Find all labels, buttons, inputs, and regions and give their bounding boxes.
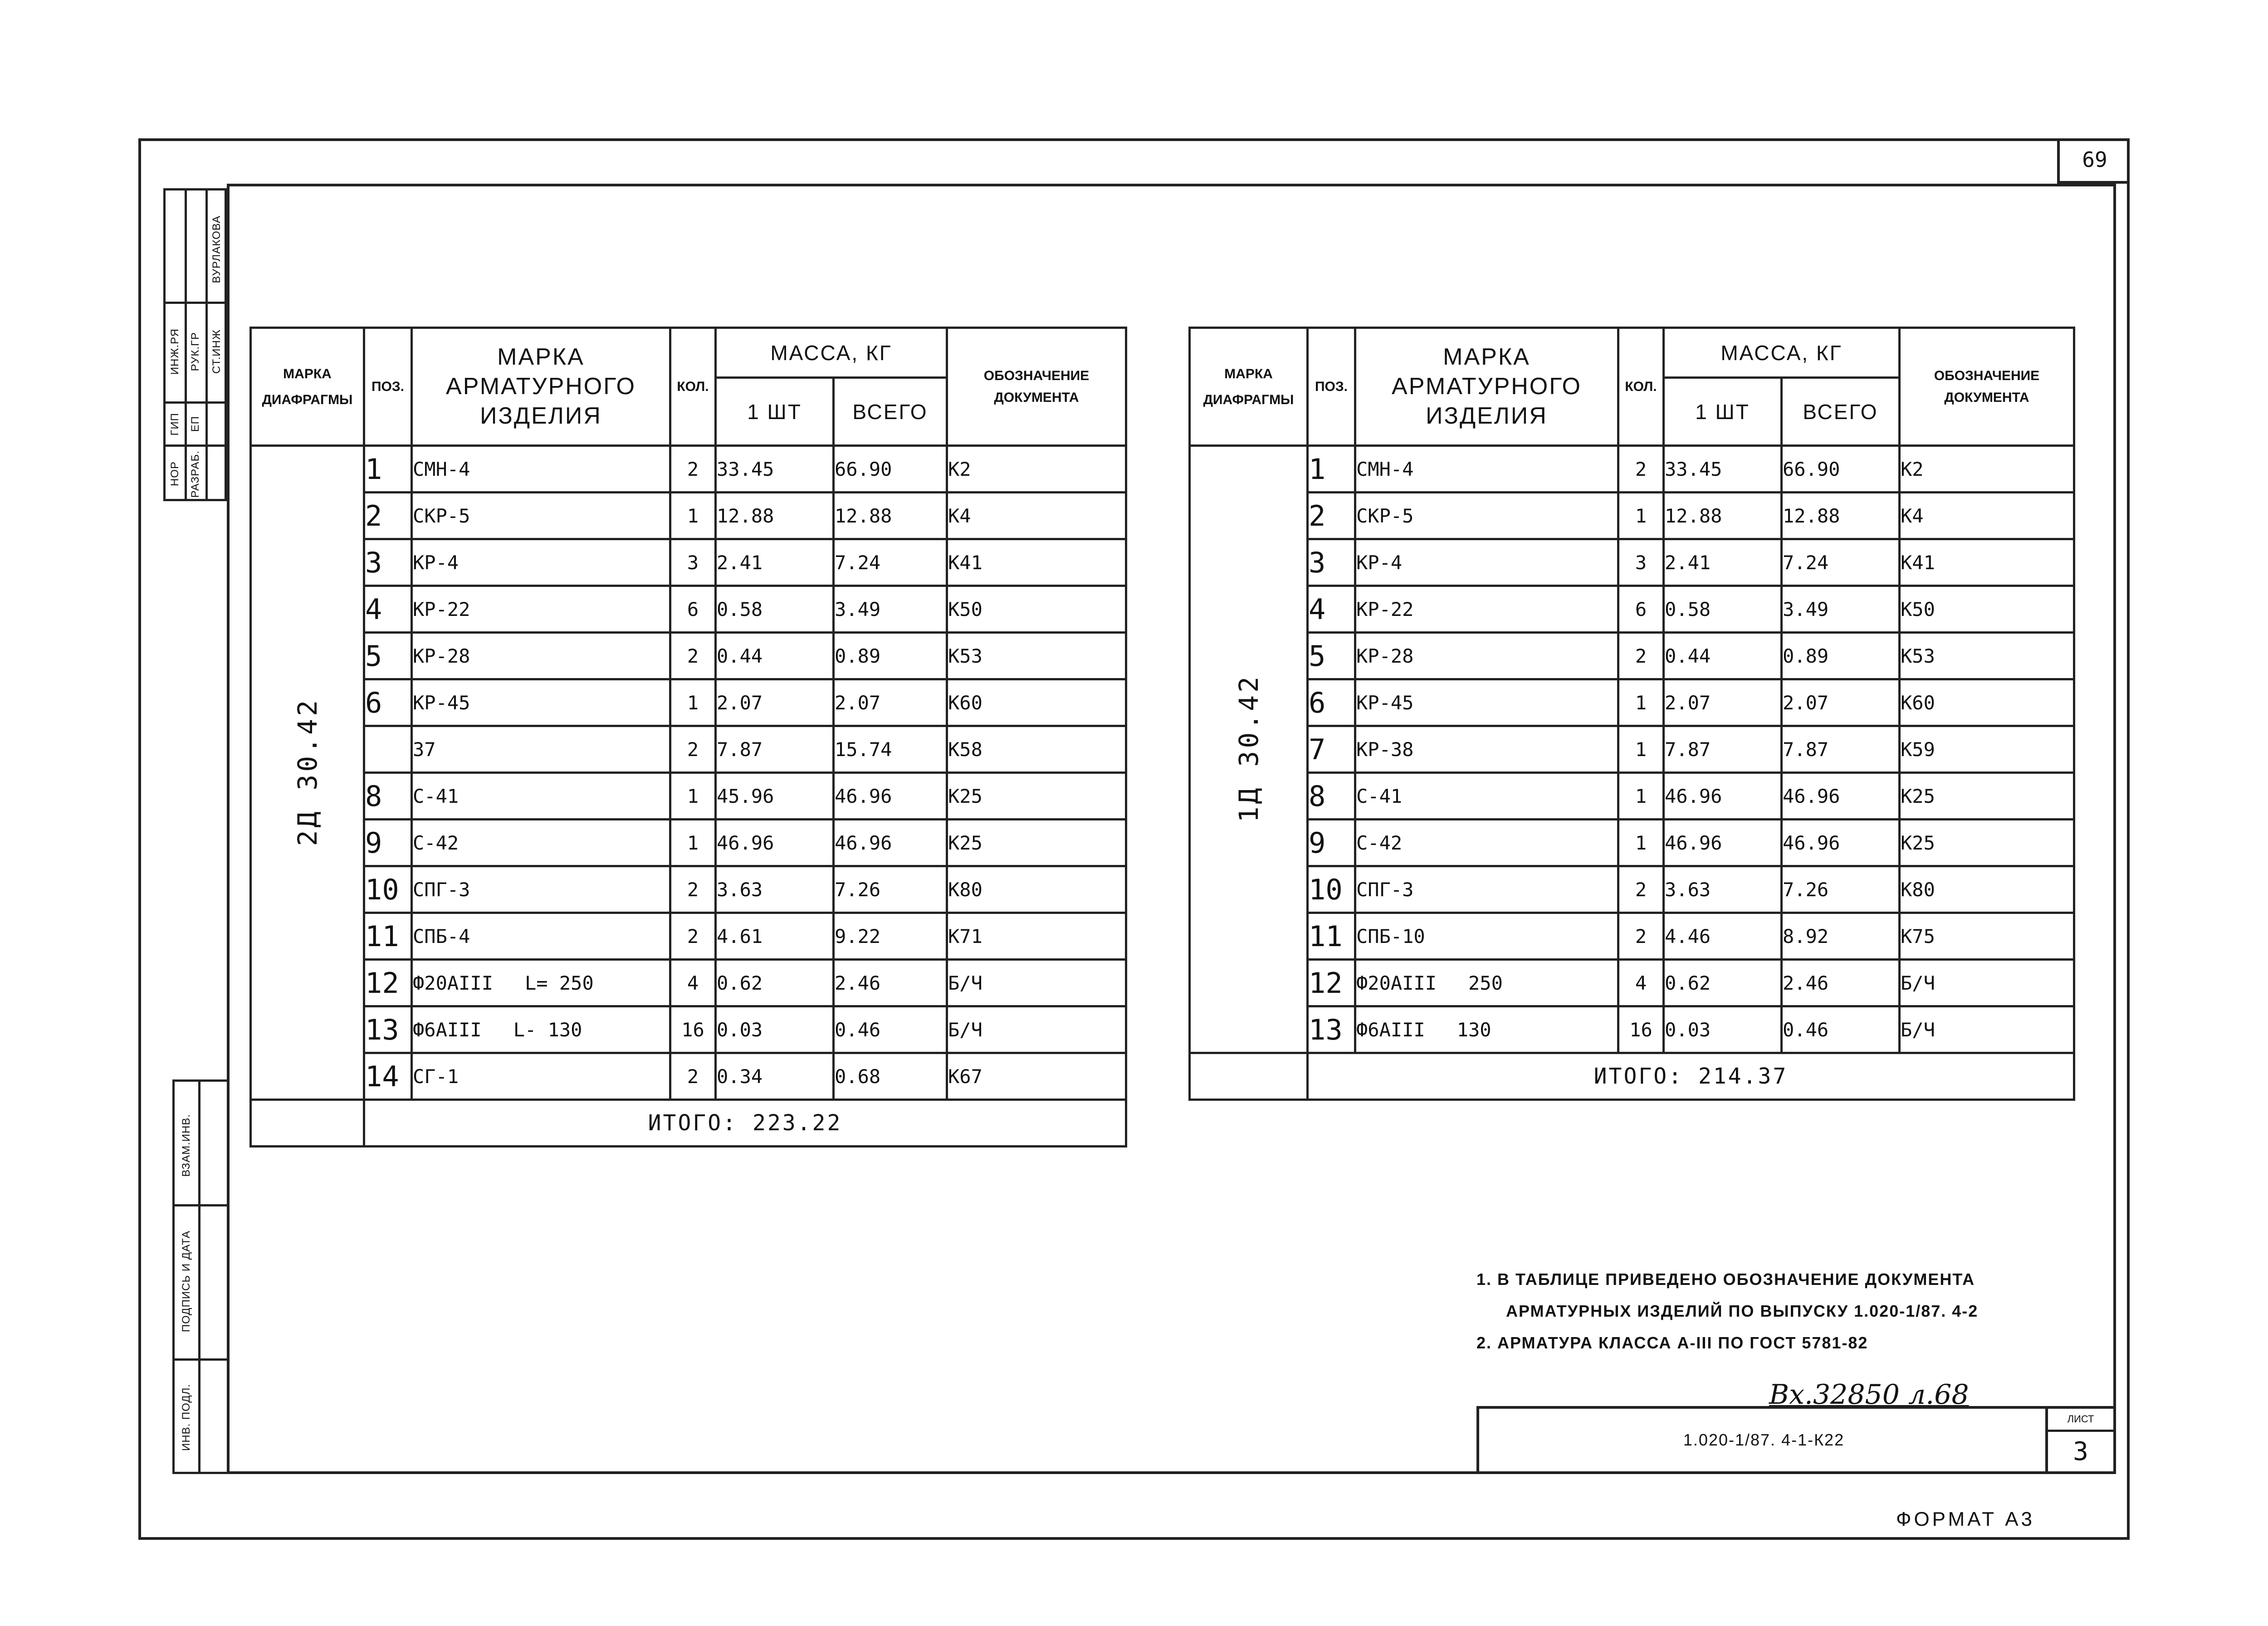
item-mark: Ф6АIII [1356,1018,1425,1041]
cell-doc: К25 [1900,820,2074,866]
table-row [251,1053,1126,1100]
cell-item [412,726,670,773]
cell-mass-one: 2.07 [1664,679,1782,726]
table-row [1190,539,2074,586]
item-mark: КР-28 [413,645,470,667]
stamp-label: ИНВ. ПОДЛ. [180,1384,192,1451]
handwritten-inventory-mark: Вх.32850 л.68 [1769,1379,1969,1411]
cell-qty: 6 [1618,586,1664,633]
table-row [251,679,1126,726]
table-row [1190,726,2074,773]
cell-qty: 3 [1618,539,1664,586]
cell-qty: 1 [1618,493,1664,539]
item-mark: КР-45 [1356,691,1414,714]
cell-qty: 2 [670,446,716,493]
cell-mass-total: 12.88 [834,493,947,539]
table-row [1190,679,2074,726]
stamp-label: РУК.ГР [189,332,201,371]
stamp-label: ПОДПИСЬ И ДАТА [180,1230,192,1333]
cell-pos: 8 [364,773,412,820]
item-mark: СКР-5 [1356,504,1414,527]
cell-qty: 16 [670,1006,716,1053]
cell-qty: 4 [670,960,716,1006]
cell-pos: 4 [364,586,412,633]
cell-pos: 3 [1308,539,1355,586]
cell-mass-total: 7.24 [834,539,947,586]
cell-qty: 2 [670,913,716,960]
cell-mass-one: 7.87 [1664,726,1782,773]
cell-qty: 1 [1618,773,1664,820]
cell-doc: К4 [947,493,1126,539]
cell-item [412,679,670,726]
cell-mass-one: 7.87 [716,726,834,773]
cell-mass-one: 2.41 [716,539,834,586]
cell-mass-total: 46.96 [1782,773,1900,820]
item-mark: СГ-1 [413,1065,459,1088]
cell-mass-total: 7.87 [1782,726,1900,773]
cell-qty: 1 [1618,726,1664,773]
item-length: 130 [1457,1018,1491,1041]
table-row [251,1006,1126,1053]
cell-item [412,1006,670,1053]
cell-doc: К25 [947,773,1126,820]
cell-item [412,773,670,820]
stamp-label: ВУРЛАКОВА [210,215,223,283]
cell-mass-one: 46.96 [716,820,834,866]
item-mark: С-41 [413,785,459,807]
cell-mass-one: 33.45 [716,446,834,493]
blank-cell [1190,1053,1308,1100]
item-mark: СМН-4 [413,458,470,480]
cell-item [1355,493,1618,539]
stamp-label: РАЗРАБ. [189,450,201,498]
header-kol: КОЛ. [670,328,716,446]
table-row [1190,586,2074,633]
item-length: 250 [1468,972,1503,994]
title-block [1476,1406,2116,1474]
cell-pos: 12 [364,960,412,1006]
cell-doc: Б/Ч [947,960,1126,1006]
item-mark: СПГ-3 [1356,878,1414,901]
cell-mass-total: 0.89 [1782,633,1900,679]
sheet-box [2045,1409,2113,1471]
item-mark: КР-4 [413,551,459,574]
cell-doc: К80 [1900,866,2074,913]
header-marka-diafragmy: МАРКА ДИАФРАГМЫ [1190,328,1308,446]
table-row [1190,913,2074,960]
cell-mass-one: 0.44 [716,633,834,679]
cell-mass-one: 0.34 [716,1053,834,1100]
table-row [251,633,1126,679]
table-row [1190,866,2074,913]
table-row [251,539,1126,586]
cell-mass-one: 3.63 [1664,866,1782,913]
diaphragm-mark: 1Д 30.42 [1190,446,1308,1053]
table-row [251,866,1126,913]
page-number: 69 [2057,138,2130,184]
cell-mass-total: 2.46 [834,960,947,1006]
item-length: L- 130 [513,1018,582,1041]
grand-total: ИТОГО: 223.22 [364,1100,1126,1147]
cell-mass-total: 66.90 [834,446,947,493]
cell-pos: 11 [364,913,412,960]
cell-mass-total: 9.22 [834,913,947,960]
cell-qty: 16 [1618,1006,1664,1053]
stamp-label: НОР [169,461,181,487]
table-row [251,820,1126,866]
format-label: ФОРМАТ А3 [1896,1508,2035,1530]
item-mark: СПГ-3 [413,878,470,901]
cell-item [1355,960,1618,1006]
cell-qty: 1 [670,493,716,539]
cell-mass-total: 7.24 [1782,539,1900,586]
cell-mass-total: 0.46 [1782,1006,1900,1053]
table-row [1190,493,2074,539]
cell-mass-one: 12.88 [716,493,834,539]
cell-pos: 6 [1308,679,1355,726]
cell-item [412,539,670,586]
cell-mass-total: 7.26 [1782,866,1900,913]
cell-mass-total: 2.07 [1782,679,1900,726]
cell-mass-total: 7.26 [834,866,947,913]
cell-qty: 3 [670,539,716,586]
cell-item [1355,726,1618,773]
cell-mass-one: 0.58 [716,586,834,633]
header-massa: МАССА, КГ [1664,328,1900,378]
item-mark: Ф6АIII [413,1018,482,1041]
cell-doc: К60 [1900,679,2074,726]
cell-item [412,913,670,960]
header-total: ВСЕГО [1782,378,1900,446]
cell-qty: 2 [1618,446,1664,493]
item-mark: КР-22 [1356,598,1414,620]
cell-doc: Б/Ч [1900,1006,2074,1053]
cell-doc: К50 [947,586,1126,633]
cell-doc: К53 [1900,633,2074,679]
cell-mass-one: 4.61 [716,913,834,960]
cell-item [1355,773,1618,820]
cell-mass-one: 45.96 [716,773,834,820]
cell-item [1355,446,1618,493]
header-oboznachenie: ОБОЗНАЧЕНИЕ ДОКУМЕНТА [1900,328,2074,446]
table-row [251,446,1126,493]
item-length: L= 250 [525,972,594,994]
cell-doc: К2 [1900,446,2074,493]
item-mark: КР-4 [1356,551,1403,574]
cell-pos: 11 [1308,913,1355,960]
cell-item [412,633,670,679]
cell-pos: 10 [1308,866,1355,913]
cell-pos: 12 [1308,960,1355,1006]
cell-mass-total: 0.68 [834,1053,947,1100]
cell-pos [364,726,412,773]
cell-qty: 2 [670,1053,716,1100]
cell-qty: 2 [670,866,716,913]
table-row [1190,633,2074,679]
header-poz: ПОЗ. [1308,328,1355,446]
note-1-cont: АРМАТУРНЫХ ИЗДЕЛИЙ ПО ВЫПУСКУ 1.020-1/87. 4-2 [1506,1302,1979,1320]
cell-mass-one: 0.44 [1664,633,1782,679]
cell-mass-one: 33.45 [1664,446,1782,493]
cell-doc: К41 [1900,539,2074,586]
cell-item [412,960,670,1006]
cell-doc: К67 [947,1053,1126,1100]
note-2: 2. АРМАТУРА КЛАССА А-III ПО ГОСТ 5781-82 [1476,1333,1868,1352]
cell-pos: 3 [364,539,412,586]
cell-qty: 1 [1618,820,1664,866]
blank-cell [251,1100,364,1147]
stamp-label: СТ.ИНЖ [210,329,223,374]
cell-doc: К50 [1900,586,2074,633]
cell-qty: 6 [670,586,716,633]
table-row [1190,820,2074,866]
item-mark: КР-28 [1356,645,1414,667]
item-mark: Ф20АIII [413,972,494,994]
item-mark: СПБ-4 [413,925,470,947]
cell-qty: 2 [1618,866,1664,913]
cell-item [412,446,670,493]
item-mark: КР-22 [413,598,470,620]
stamp-strip-top [163,188,227,501]
stamp-label: ИНЖ.РЯ [169,328,181,375]
cell-doc: К41 [947,539,1126,586]
cell-item [1355,679,1618,726]
cell-pos: 2 [364,493,412,539]
header-oboznachenie: ОБОЗНАЧЕНИЕ ДОКУМЕНТА [947,328,1126,446]
cell-mass-total: 3.49 [1782,586,1900,633]
item-mark: Ф20АIII [1356,972,1437,994]
cell-qty: 2 [1618,913,1664,960]
item-mark: С-42 [413,831,459,854]
cell-qty: 4 [1618,960,1664,1006]
cell-item [412,866,670,913]
table-row [1190,1006,2074,1053]
cell-mass-total: 46.96 [1782,820,1900,866]
cell-item [1355,539,1618,586]
document-code: 1.020-1/87. 4-1-К22 [1683,1431,1845,1449]
cell-mass-total: 0.89 [834,633,947,679]
cell-mass-total: 66.90 [1782,446,1900,493]
cell-mass-total: 15.74 [834,726,947,773]
header-kol: КОЛ. [1618,328,1664,446]
table-row [251,913,1126,960]
item-mark: С-41 [1356,785,1403,807]
table-row [1190,960,2074,1006]
cell-doc: К80 [947,866,1126,913]
stamp-strip-bottom [172,1079,229,1474]
cell-pos: 13 [364,1006,412,1053]
table-row [251,586,1126,633]
cell-pos: 1 [364,446,412,493]
header-one-pc: 1 ШТ [716,378,834,446]
cell-pos: 2 [1308,493,1355,539]
total-row [251,1100,1126,1147]
cell-mass-total: 8.92 [1782,913,1900,960]
cell-doc: К60 [947,679,1126,726]
header-marka-diafragmy: МАРКА ДИАФРАГМЫ [251,328,364,446]
table-row [251,726,1126,773]
cell-doc: Б/Ч [947,1006,1126,1053]
header-one-pc: 1 ШТ [1664,378,1782,446]
cell-mass-total: 12.88 [1782,493,1900,539]
cell-pos: 7 [1308,726,1355,773]
cell-doc: К4 [1900,493,2074,539]
cell-doc: К25 [1900,773,2074,820]
cell-qty: 2 [670,633,716,679]
item-mark: С-42 [1356,831,1403,854]
header-poz: ПОЗ. [364,328,412,446]
header-total: ВСЕГО [834,378,947,446]
cell-item [1355,586,1618,633]
cell-doc: К71 [947,913,1126,960]
sheet-number: 3 [2073,1436,2088,1466]
cell-mass-one: 4.46 [1664,913,1782,960]
table-row [1190,446,2074,493]
cell-mass-total: 2.46 [1782,960,1900,1006]
cell-mass-one: 0.62 [1664,960,1782,1006]
cell-doc: К75 [1900,913,2074,960]
cell-pos: 14 [364,1053,412,1100]
cell-mass-one: 46.96 [1664,773,1782,820]
spec-table-2d [249,327,1127,1147]
cell-mass-one: 2.07 [716,679,834,726]
item-mark: СМН-4 [1356,458,1414,480]
header-marka-izdeliya: МАРКА АРМАТУРНОГО ИЗДЕЛИЯ [412,328,670,446]
header-massa: МАССА, КГ [716,328,947,378]
cell-qty: 2 [1618,633,1664,679]
table-row [1190,773,2074,820]
cell-mass-one: 12.88 [1664,493,1782,539]
cell-qty: 1 [670,773,716,820]
sheet-label: ЛИСТ [2048,1409,2113,1432]
spec-table-1d [1188,327,2075,1101]
item-mark: 37 [413,738,436,761]
cell-doc: К59 [1900,726,2074,773]
cell-item [412,586,670,633]
cell-doc: К2 [947,446,1126,493]
cell-pos: 4 [1308,586,1355,633]
cell-item [1355,866,1618,913]
table-row [251,773,1126,820]
stamp-label: ГИП [169,412,181,436]
item-mark: СПБ-10 [1356,925,1425,947]
cell-mass-total: 0.46 [834,1006,947,1053]
cell-pos: 10 [364,866,412,913]
cell-mass-total: 3.49 [834,586,947,633]
table-row [251,493,1126,539]
cell-pos: 9 [364,820,412,866]
cell-pos: 1 [1308,446,1355,493]
cell-item [412,1053,670,1100]
item-mark: КР-38 [1356,738,1414,761]
cell-pos: 8 [1308,773,1355,820]
table-row [251,960,1126,1006]
cell-item [1355,1006,1618,1053]
cell-mass-one: 0.58 [1664,586,1782,633]
cell-item [412,493,670,539]
cell-item [1355,633,1618,679]
cell-mass-one: 0.03 [1664,1006,1782,1053]
cell-pos: 9 [1308,820,1355,866]
diaphragm-mark: 2Д 30.42 [251,446,364,1100]
cell-item [412,820,670,866]
stamp-label: ЕП [189,416,201,432]
cell-mass-total: 46.96 [834,773,947,820]
cell-pos: 5 [1308,633,1355,679]
cell-mass-one: 3.63 [716,866,834,913]
cell-mass-one: 0.62 [716,960,834,1006]
cell-qty: 1 [670,820,716,866]
cell-pos: 13 [1308,1006,1355,1053]
cell-mass-one: 0.03 [716,1006,834,1053]
grand-total: ИТОГО: 214.37 [1308,1053,2074,1100]
cell-doc: Б/Ч [1900,960,2074,1006]
cell-doc: К25 [947,820,1126,866]
cell-mass-total: 46.96 [834,820,947,866]
cell-mass-total: 2.07 [834,679,947,726]
total-row [1190,1053,2074,1100]
cell-doc: К58 [947,726,1126,773]
cell-qty: 1 [1618,679,1664,726]
cell-pos: 5 [364,633,412,679]
cell-qty: 1 [670,679,716,726]
item-mark: КР-45 [413,691,470,714]
cell-doc: К53 [947,633,1126,679]
note-1: 1. В ТАБЛИЦЕ ПРИВЕДЕНО ОБОЗНАЧЕНИЕ ДОКУМЕНТА [1476,1270,1975,1289]
cell-mass-one: 46.96 [1664,820,1782,866]
cell-item [1355,820,1618,866]
cell-item [1355,913,1618,960]
stamp-label: ВЗАМ.ИНВ. [180,1113,192,1177]
item-mark: СКР-5 [413,504,470,527]
header-marka-izdeliya: МАРКА АРМАТУРНОГО ИЗДЕЛИЯ [1355,328,1618,446]
cell-qty: 2 [670,726,716,773]
cell-mass-one: 2.41 [1664,539,1782,586]
cell-pos: 6 [364,679,412,726]
